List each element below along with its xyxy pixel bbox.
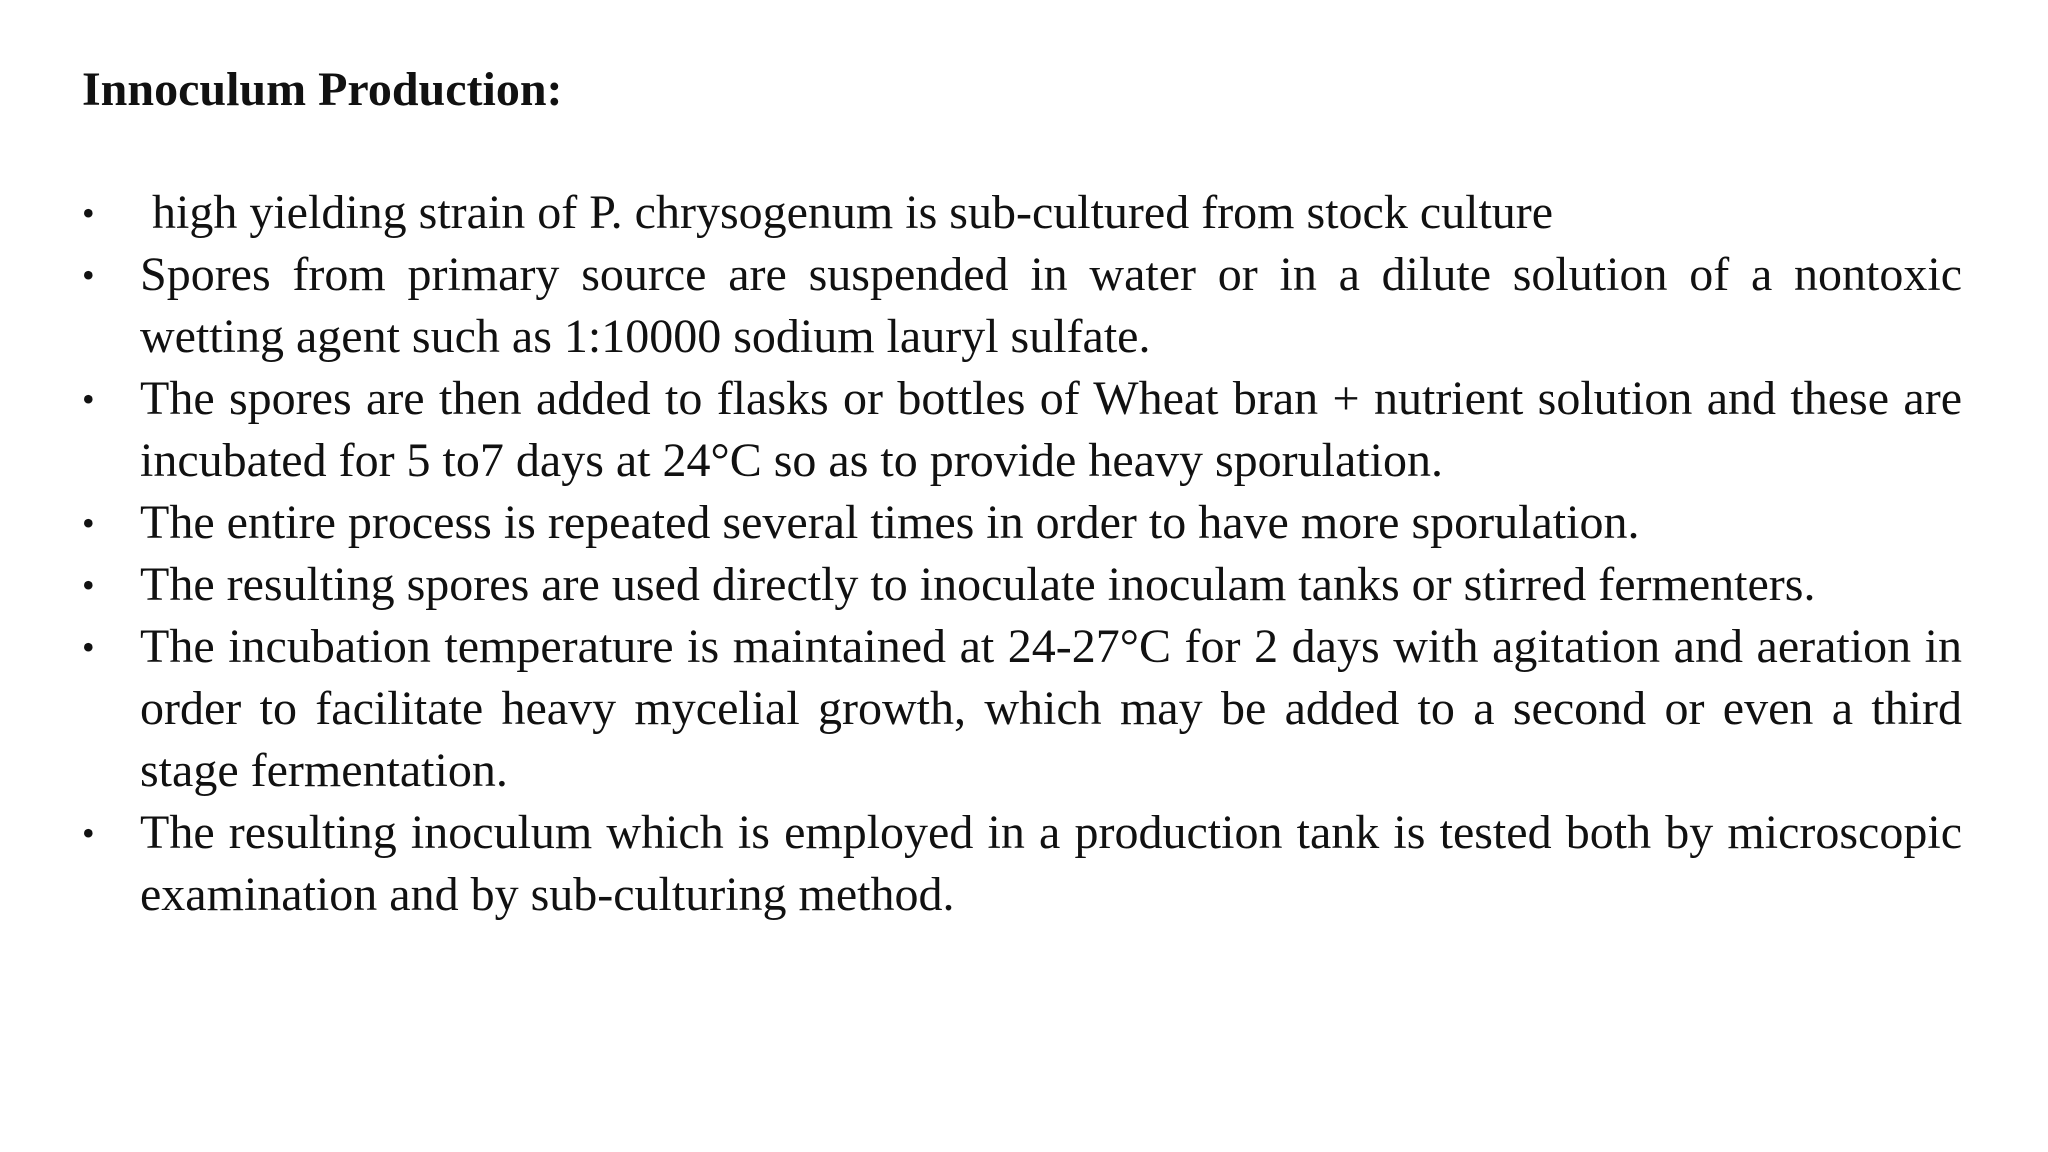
bullet-icon: • — [82, 565, 95, 605]
bullet-icon: • — [82, 503, 95, 543]
bullet-item — [82, 616, 1962, 802]
bullet-text: The entire process is repeated several times in order to have more sporulation. — [140, 496, 1640, 549]
bullet-item — [82, 244, 1962, 368]
bullet-item — [82, 802, 1962, 926]
bullet-text: The resulting spores are used directly to inoculate inoculam tanks or stirred fermenters. — [140, 558, 1816, 611]
bullet-text: The resulting inoculum which is employed in a production tank is tested both by microscopic examination and by sub-culturing method. — [140, 806, 1962, 921]
bullet-icon: • — [82, 255, 95, 295]
bullet-icon: • — [82, 193, 95, 233]
bullet-icon: • — [82, 627, 95, 667]
bullet-text: The incubation temperature is maintained at 24-27°C for 2 days with agitation and aeration in order to facilitate heavy mycelial growth, which may be added to a second or even a third stage fermentation. — [140, 620, 1962, 797]
bullet-list — [82, 182, 1962, 926]
bullet-item — [82, 554, 1962, 616]
bullet-item — [82, 182, 1962, 244]
bullet-icon: • — [82, 379, 95, 419]
slide-title: Innoculum Production: — [82, 63, 563, 116]
bullet-text: high yielding strain of P. chrysogenum is sub-cultured from stock culture — [152, 186, 1554, 239]
bullet-item — [82, 368, 1962, 492]
bullet-item — [82, 492, 1962, 554]
bullet-text: Spores from primary source are suspended in water or in a dilute solution of a nontoxic wetting agent such as 1:10000 sodium lauryl sulfate. — [140, 248, 1962, 363]
bullet-text: The spores are then added to flasks or bottles of Wheat bran + nutrient solution and these are incubated for 5 to7 days at 24°C so as to provide heavy sporulation. — [140, 372, 1962, 487]
bullet-icon: • — [82, 813, 95, 853]
